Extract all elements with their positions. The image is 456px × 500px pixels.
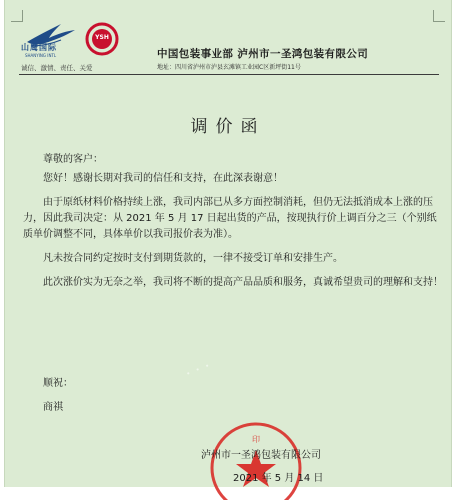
paragraph-price-increase: 由于原纸材料价格持续上涨，我司内部已从多方面控制消耗，但仍无法抵消成本上涨的压力，因此我司决定：从 2021 年 5 月 17 日起出货的产品，按现执行价上调百分之三（个别纸质单价调整不同，具体单价以我司报价表为准）。 <box>23 197 437 240</box>
crop-mark-top-right <box>433 10 445 22</box>
company-header: 中国包装事业部 泸州市一圣鸿包装有限公司 <box>157 48 369 60</box>
paragraph-closing-remark: 此次涨价实为无奈之举，我司将不断的提高产品品质和服务，真诚希望贵司的理解和支持！ <box>43 277 443 288</box>
letter-paper <box>4 0 452 487</box>
motto: 诚信、激情、责任、关爱 <box>21 64 93 72</box>
closing-wishes: 商祺 <box>43 402 63 413</box>
letter-body <box>23 171 443 291</box>
brand-english: SHANYING INTL <box>25 53 57 58</box>
ysh-logo-text: YSH <box>95 34 109 41</box>
header-divider <box>19 74 439 75</box>
signature-date: 2021 年 5 月 14 日 <box>233 473 324 484</box>
brand-name: 山鹰国际 <box>21 43 57 52</box>
salutation: 尊敬的客户： <box>43 154 103 165</box>
letter-title: 调价函 <box>190 117 266 137</box>
watermark: · · · <box>182 355 214 384</box>
svg-text:印: 印 <box>252 435 260 444</box>
paragraph-payment-terms: 凡未按合同约定按时支付到期货款的，一律不接受订单和安排生产。 <box>43 253 343 264</box>
paragraph-thanks: 您好！感谢长期对我司的信任和支持，在此深表谢意！ <box>43 173 283 184</box>
company-address: 地址：四川省泸州市泸县玄滩镇工业园C区新坪街11号 <box>157 64 301 71</box>
closing-regards: 顺祝： <box>43 378 73 389</box>
signature-company: 泸州市一圣鸿包装有限公司 <box>201 450 321 461</box>
